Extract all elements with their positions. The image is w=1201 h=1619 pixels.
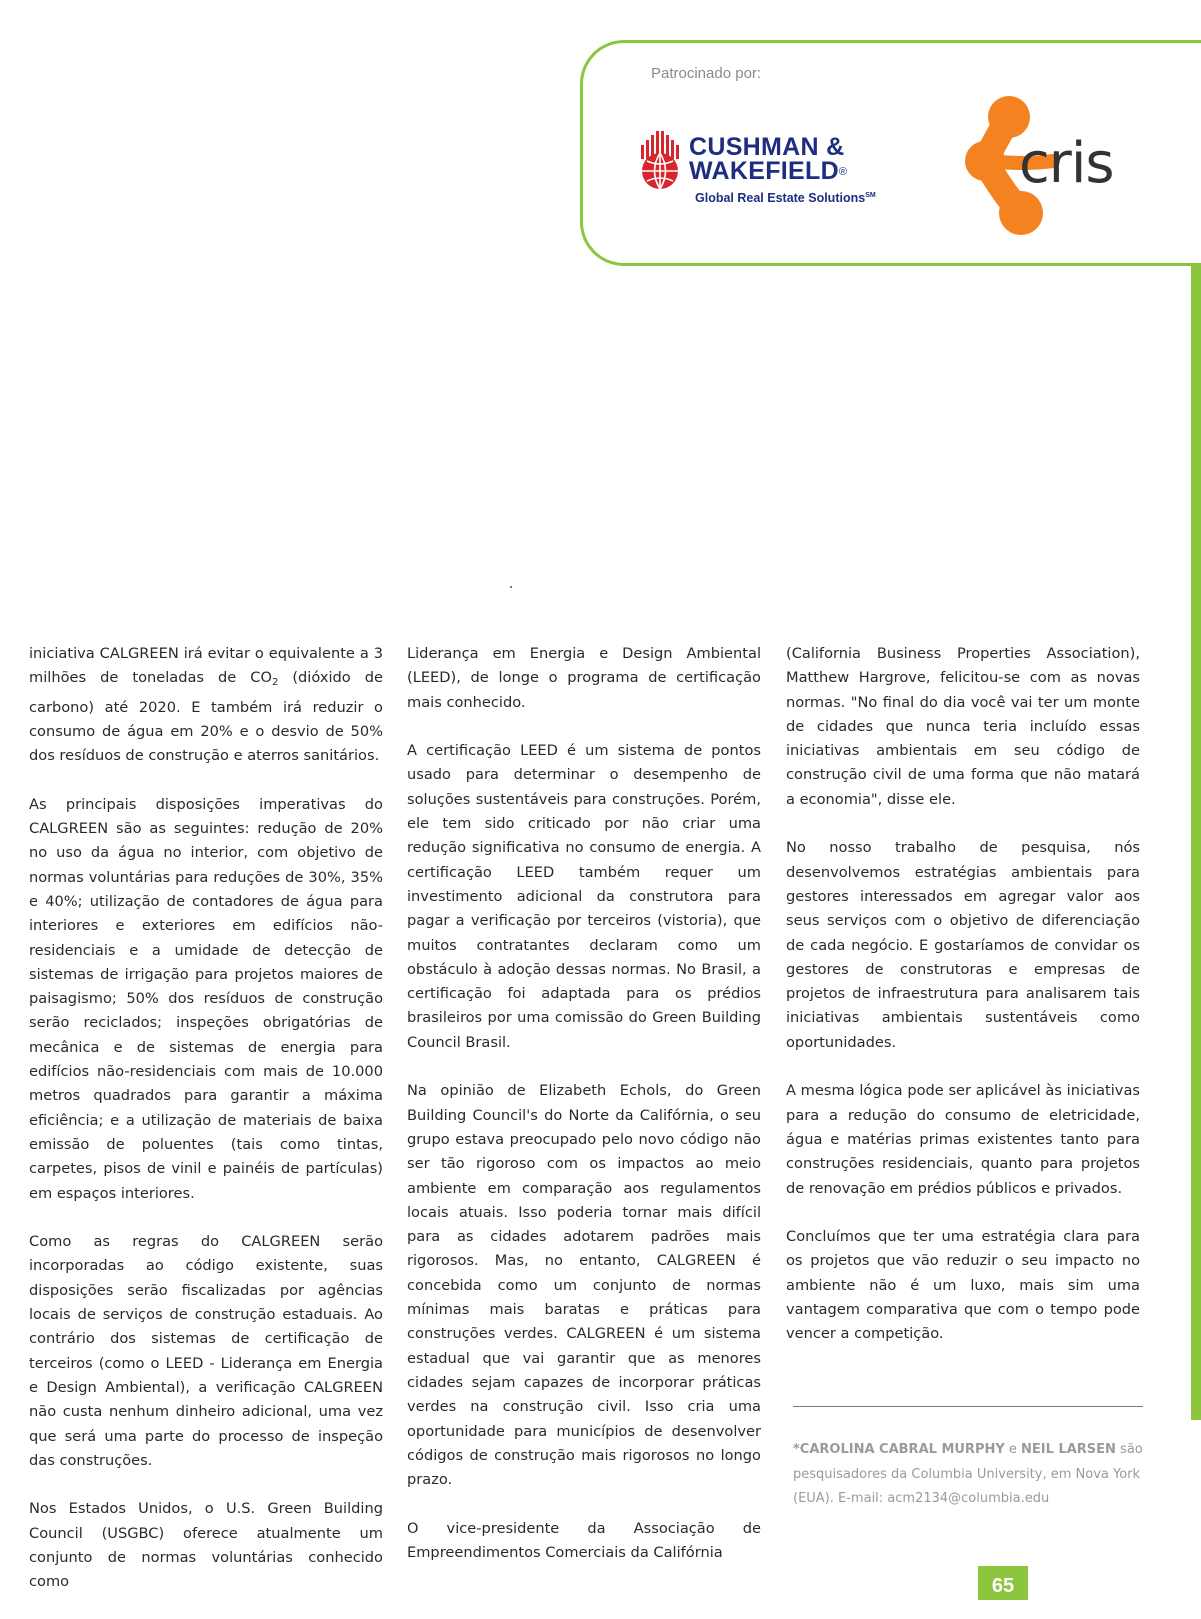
page-number: 65 [978,1566,1028,1600]
cushman-tagline: Global Real Estate Solutions℠ [695,191,876,205]
subscript-2: 2 [271,677,279,689]
cushman-line: CUSHMAN & [689,133,845,161]
paragraph: Nos Estados Unidos, o U.S. Green Building Council (USGBC) oferece atualmente um conjunto de normas voluntárias conhecido como [29,1500,383,1591]
service-mark: SM [865,191,876,199]
author-name-2: NEIL LARSEN [1021,1442,1116,1457]
cushman-wakefield-logo [639,129,899,219]
article-column-2 [407,642,761,1590]
sponsor-box [580,40,1201,266]
cushman-wakefield-emblem-icon [639,129,683,191]
paragraph: Concluímos que ter uma estratégia clara para os projetos que vão reduzir o seu impacto no ambiente não é um luxo, mais sim uma vantagem comparativa que com o tempo pode vencer a competição. [786,1228,1140,1343]
paragraph: A certificação LEED é um sistema de pontos usado para determinar o desempenho de soluções sustentáveis para construções. Porém, ele tem sido criticado por não criar uma redução significativa no consumo de energia. A certificação LEED também requer um investimento adicional da construtora para pagar a verificação por terceiros (vistoria), que muitos contratantes declaram como um obstáculo à adoção dessas normas. No Brasil, a certificação foi adaptada para os prédios brasileiros por uma comissão do Green Building Council Brasil. [407,742,761,1051]
paragraph: Como as regras do CALGREEN serão incorporadas ao código existente, suas disposições serão fiscalizadas por agências locais de serviços de construção estaduais. Ao contrário dos sistemas de certificação de terceiros (como o LEED - Liderança em Energia e Design Ambiental), a verificação CALGREEN não custa nenhum dinheiro adicional, uma vez que será uma parte do processo de inspeção das construções. [29,1233,383,1469]
paragraph: Liderança em Energia e Design Ambiental (LEED), de longe o programa de certificação mais conhecido. [407,645,761,711]
article-column-3 [786,642,1140,1371]
wakefield-line: WAKEFIELD® [689,157,848,185]
paragraph: No nosso trabalho de pesquisa, nós desenvolvemos estratégias ambientais para gestores interessados em agregar valor aos seus serviços com o objetivo de diferenciação de cada negócio. E gostaríamos de convidar os gestores de construtoras e empresas de projetos de infraestrutura para analisarem tais iniciativas ambientais sustentáveis como oportunidades. [786,839,1140,1051]
author-name-1: *CAROLINA CABRAL MURPHY [793,1442,1005,1457]
author-note: *CAROLINA CABRAL MURPHY e NEIL LARSEN são pesquisadores da Columbia University, em Nova York (EUA). E-mail: acm2134@columbia.edu [793,1442,1143,1506]
print-speck [510,586,512,588]
paragraph: (California Business Properties Association), Matthew Hargrove, felicitou-se com as novas normas. "No final do dia você vai ter um monte de cidades que nunca teria incluído essas iniciativas ambientais em seu código de construção civil de uma forma que não matará a economia", disse ele. [786,645,1140,808]
paragraph: Na opinião de Elizabeth Echols, do Green Building Council's do Norte da Califórnia, o seu grupo estava preocupado pelo novo código não ser tão rigoroso com os impactos ao meio ambiente em comparação aos regulamentos locais atuais. Isso poderia tornar mais difícil para as cidades adotarem padrões mais rigorosos. Mas, no entanto, CALGREEN é concebida como um conjunto de normas mínimas mais baratas e práticas para construções verdes. CALGREEN é um sistema estadual que vai garantir que as menores cidades sejam capazes de incorporar práticas verdes na construção civil. Isso cria uma oportunidade para municípios de desenvolver códigos de construção mais rigorosos no longo prazo. [407,1082,761,1489]
sponsor-label: Patrocinado por: [651,65,762,82]
paragraph: As principais disposições imperativas do CALGREEN são as seguintes: redução de 20% no uso da água no interior, com objetivo de normas voluntárias para reduções de 30%, 35% e 40%; utilização de contadores de água para interiores e exteriores em edifícios não-residenciais e a umidade de detecção de sistemas de irrigação para projetos maiores de paisagismo; 50% dos resíduos de construção serão reciclados; inspeções obrigatórias de mecânica e de sistemas de energia para edifícios não-residenciais com mais de 10.000 metros quadrados para garantir a máxima eficiência; e a utilização de materiais de baixa emissão de poluentes (tais como tintas, carpetes, pisos de vinil e painéis de partículas) em espaços interiores. [29,795,383,1202]
cris-wordmark: cris [1019,131,1114,196]
registered-mark: ® [838,165,848,178]
article-column-1 [29,642,383,1619]
paragraph: O vice-presidente da Associação de Empreendimentos Comerciais da Califórnia [407,1519,761,1561]
paragraph: iniciativa CALGREEN irá evitar o equivalente a 3 milhões de toneladas de $CO_2$ (dióxido de carbono) até 2020. E também irá reduzir o consumo de água em 20% e o desvio de 50% dos resíduos de construção e aterros sanitários. [29,645,383,765]
author-divider [793,1406,1143,1407]
cris-logo [963,95,1133,245]
paragraph: A mesma lógica pode ser aplicável às iniciativas para a redução do consumo de eletricidade, água e matérias primas existentes tanto para construções residenciais, quanto para projetos de renovação em prédios públicos e privados. [786,1082,1140,1197]
